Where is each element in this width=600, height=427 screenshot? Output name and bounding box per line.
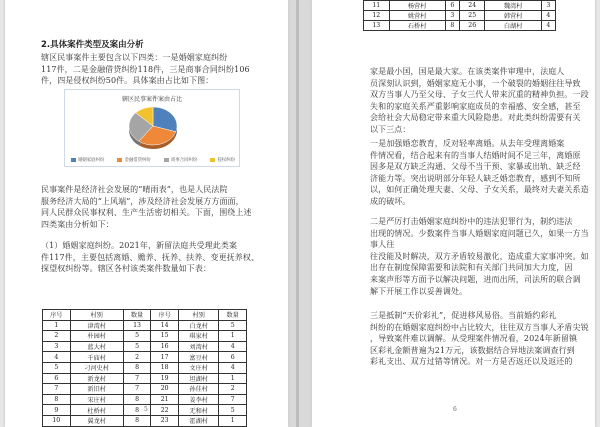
text-line: 失和的家庭关系严重影响家庭成员的幸福感、安全感，甚至 (370, 101, 581, 111)
table-row (43, 394, 247, 405)
table-cell: 13 (123, 320, 151, 331)
table-cell: 24 (459, 1, 485, 11)
table-cell: 8 (445, 21, 459, 31)
table-cell: 无和村 (178, 405, 218, 416)
table-cell: 11 (364, 1, 390, 11)
table-cell: 7 (43, 384, 71, 395)
table-cell: 新旧村 (70, 384, 123, 395)
paragraph-marriage-intro (41, 240, 263, 275)
legend-item (210, 156, 235, 164)
table-cell: 津湾村 (70, 320, 123, 331)
table-cell: 4 (43, 352, 71, 363)
table-header-cell: 村别 (178, 310, 218, 321)
table-header-cell: 序号 (43, 310, 71, 321)
text-line: 济能力等。突出说明部分年轻人缺乏婚恋教育，感到不知所 (370, 173, 581, 183)
table-cell: 5 (43, 362, 71, 373)
table-cell: 4 (541, 11, 555, 21)
paragraph-point-two (370, 216, 590, 297)
legend-swatch (210, 158, 215, 162)
table-cell: 刁河史村 (70, 362, 123, 373)
table-cell: 3 (43, 341, 71, 352)
table-header-row (43, 310, 247, 321)
table-row (43, 405, 247, 416)
table-cell: 宋庄村 (70, 394, 123, 405)
legend-label: 金融借贷纠纷 (124, 158, 151, 163)
legend-swatch (71, 158, 76, 162)
page-number: 5 (144, 406, 148, 413)
table-cell: 6 (43, 373, 71, 384)
text-line: 彩礼支出、双方过错等情况。对一方是否返还以及返还的 (370, 357, 573, 367)
text-line: 一是加强婚恋教育，反对轻率离婚。从去年受理离婚案 (370, 139, 565, 148)
table-cell: 18 (151, 362, 179, 373)
table-row (364, 21, 556, 31)
table-cell: 5 (123, 341, 151, 352)
text-line: 往没能及时解决，双方矛盾较易激化，造成重大家事冲突。如 (370, 251, 589, 261)
text-line: 117件，二是金融借贷纠纷118件，三是商事合同纠纷106 (41, 64, 250, 74)
table-cell: 1 (219, 373, 247, 384)
text-line: 件情况看，结合起来有的当事人结婚时间不足三年，离婚原 (370, 150, 581, 160)
table-cell: 新龙村 (70, 373, 123, 384)
table-row (364, 1, 556, 11)
table-cell: 21 (151, 394, 179, 405)
table-cell: 韩营村 (485, 11, 541, 21)
text-line: 出现的情况。少数案件当事人婚姻家庭问题已久，如果一方当事人往 (370, 228, 589, 250)
table-cell: 杜桥村 (70, 405, 123, 416)
table-cell: 23 (151, 415, 179, 426)
table-cell: 杨营村 (389, 1, 445, 11)
table-cell: 5 (123, 331, 151, 342)
text-line: 同人民群众民事权利、生产生活密切相关。下面，围绕上述 (41, 208, 252, 218)
table-cell: 3 (541, 1, 555, 11)
table-row (43, 373, 247, 384)
table-cell: 7 (219, 394, 247, 405)
table-cell: 10 (43, 415, 71, 426)
table-cell: 8 (123, 394, 151, 405)
table-row (43, 384, 247, 395)
table-cell: 富豆村 (178, 352, 218, 363)
table-header-cell: 村别 (70, 310, 123, 321)
table-row (43, 320, 247, 331)
text-line: 服务经济大局的“上风端”，涉及经济社会发展方方面面， (41, 196, 244, 206)
table-header-cell: 数量 (123, 310, 151, 321)
text-line: 因多是双方缺乏沟通、父母不当干预、家暴或出轨、缺乏经 (370, 162, 581, 172)
table-cell: 刘湾村 (178, 341, 218, 352)
table-cell: 姜李村 (178, 394, 218, 405)
table-cell: 17 (151, 352, 179, 363)
table-row (43, 331, 247, 342)
table-cell: 4 (541, 21, 555, 31)
table-cell: 白湖村 (485, 21, 541, 31)
text-line: 四类案由分析如下： (41, 219, 114, 229)
table-cell: 6 (219, 352, 247, 363)
text-line: 件，四是侵权纠纷50件。具体案由占比如下图： (41, 76, 214, 86)
village-case-table-continued (363, 0, 556, 31)
pie-chart (64, 89, 240, 167)
table-cell: 12 (364, 11, 390, 21)
paragraph-point-three (370, 310, 590, 368)
table-cell: 25 (459, 11, 485, 21)
chart-title: 辖区民事案件案由占比 (121, 96, 182, 103)
text-line: 二是严厉打击婚姻家庭纠纷中的违法犯罪行为，制约违法 (370, 217, 573, 226)
legend-label: 侵权纠纷 (217, 158, 235, 163)
text-line: 员深刻认识到，婚姻家庭无小事，一个破裂的婚姻往往导致 (370, 78, 581, 88)
table-cell: 16 (151, 341, 179, 352)
table-cell: 13 (364, 21, 390, 31)
table-cell: 9 (43, 405, 71, 416)
table-cell: 翼龙村 (70, 415, 123, 426)
table-cell: 4 (219, 341, 247, 352)
table-cell: 19 (151, 373, 179, 384)
table-cell: 孙佳村 (178, 384, 218, 395)
paragraph-economy (41, 184, 263, 230)
legend-swatch (117, 158, 122, 162)
table-cell: 坦湖村 (178, 373, 218, 384)
scrollbar[interactable] (296, 0, 299, 427)
document-page-right (312, 0, 595, 427)
page-gap (289, 0, 311, 427)
table-row (43, 352, 247, 363)
legend-item (117, 156, 150, 164)
table-cell: 1 (219, 331, 247, 342)
table-cell: 朴园村 (70, 331, 123, 342)
table-cell: 4 (219, 362, 247, 373)
table-cell: 琪家村 (178, 331, 218, 342)
table-cell: 26 (459, 21, 485, 31)
text-line: 来案声形等方面予以解决问题，进而出所，司法所的联合调 (370, 274, 581, 284)
text-line: 三是抵制“天价彩礼”，促进移风易俗。当前婚约彩礼 (370, 311, 557, 320)
table-cell: 3 (445, 11, 459, 21)
text-line: 会给社会大局稳定带来重大风险隐患。对此类纠纷需要有关 (370, 113, 581, 123)
table-cell: 2 (123, 352, 151, 363)
text-line: 件117件，主要包括离婚、赡养、抚养、扶养、变更抚养权、 (41, 252, 260, 262)
text-line: 辖区民事案件主要包含以下四类：一是婚姻家庭纠纷 (41, 53, 228, 62)
table-cell: 姚营村 (389, 11, 445, 21)
table-cell: 魏湾村 (485, 1, 541, 11)
table-cell: 20 (151, 384, 179, 395)
table-row (43, 362, 247, 373)
text-line: 解下开展工作以妥善调处。 (370, 286, 468, 296)
text-line: 出存在制度保障需要和法院和有关部门共同加大力度，因 (370, 263, 573, 273)
table-row (43, 341, 247, 352)
table-cell: 千庙村 (70, 352, 123, 363)
text-line: 区彩礼金额普遍为21万元，该数据结合异地法案调查行到 (370, 345, 575, 355)
table-cell: 霍湖村 (178, 415, 218, 426)
paragraph-point-one (370, 138, 590, 208)
paragraph-case-types (41, 52, 263, 87)
village-case-table (42, 309, 247, 427)
table-cell: 7 (123, 384, 151, 395)
table-cell: 6 (445, 1, 459, 11)
page-number: 6 (453, 406, 457, 413)
table-cell: 文庄村 (178, 362, 218, 373)
table-cell: 7 (123, 373, 151, 384)
text-line: ，导致案件难以调解。从受理案件情况看，2024年新留镇 (370, 334, 578, 344)
table-row (364, 11, 556, 21)
legend-item (164, 156, 197, 164)
chart-legend (71, 156, 235, 164)
table-cell: 8 (123, 415, 151, 426)
text-line: 纠纷的在婚姻家庭纠纷中占比较大，往往双方当事人矛盾尖锐 (370, 322, 589, 332)
table-cell: 15 (151, 331, 179, 342)
table-cell: 2 (219, 384, 247, 395)
text-line: 以，如何正确处理夫妻、父母、子女关系，最终对夫妻关系造成的破坏。 (370, 185, 589, 206)
paragraph-family (370, 66, 590, 136)
table-cell: 白龙村 (178, 320, 218, 331)
legend-swatch (164, 158, 169, 162)
text-line: 双方当事人乃至父母、子女三代人带来沉重的精神负担。一段 (370, 90, 589, 100)
table-cell: 8 (123, 362, 151, 373)
legend-label: 婚姻家庭纠纷 (78, 158, 105, 163)
table-cell: 14 (151, 320, 179, 331)
table-cell: 8 (43, 394, 71, 405)
table-cell: 石桥村 (389, 21, 445, 31)
table-cell: 22 (151, 405, 179, 416)
text-line: 以下三点： (370, 124, 411, 134)
legend-item (71, 156, 104, 164)
text-line: 家是最小国，国是最大家。在该类案件审理中，法庭人 (370, 67, 565, 76)
table-header-cell: 数量 (219, 310, 247, 321)
table-header-cell: 序号 (151, 310, 179, 321)
table-cell: 1 (43, 320, 71, 331)
legend-label: 商事合同纠纷 (170, 158, 198, 163)
table-row (43, 415, 247, 426)
section-heading: 2.具体案件类型及案由分析 (41, 40, 144, 50)
text-line: 民事案件是经济社会发展的“晴雨表”，也是人民法院 (41, 185, 228, 194)
table-cell: 8 (123, 405, 151, 416)
table-cell: 5 (219, 405, 247, 416)
table-cell: 蓝大村 (70, 341, 123, 352)
text-line: （1）婚姻家庭纠纷。2021年，新留法庭共受理此类案 (41, 241, 238, 250)
text-line: 探望权纠纷等。辖区各村该类案件数量如下表： (41, 264, 212, 274)
table-cell: 5 (219, 320, 247, 331)
table-cell: 1 (219, 415, 247, 426)
table-cell: 2 (43, 331, 71, 342)
